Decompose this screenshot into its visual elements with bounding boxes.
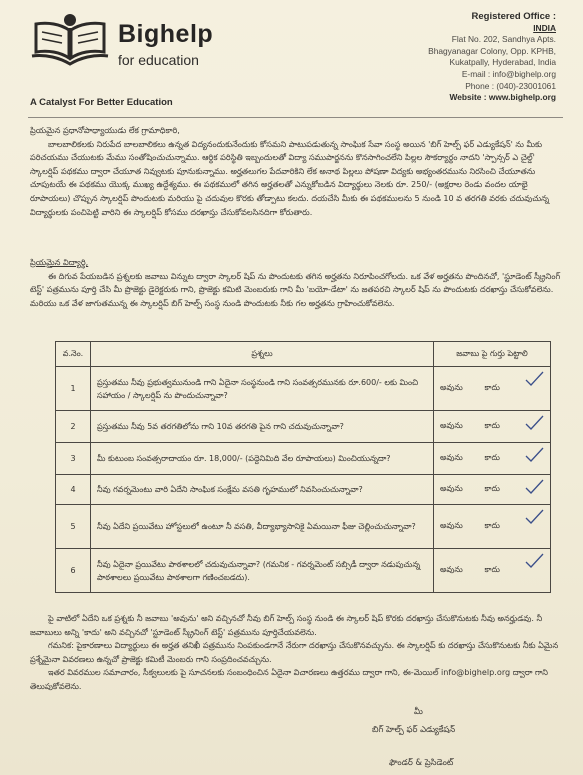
tick-mark-icon (524, 553, 544, 569)
row-question: నీవు ఏదేని ప్రయివేటు హోస్టలులో ఉంటూ నీ వసతి, వీద్యాభ్యాసానికై ఏమయినా ఫీజు చెల్లించుచున్నావా? (91, 505, 434, 549)
registered-office-block (366, 11, 556, 104)
answer-no-option[interactable]: కాదు (484, 565, 500, 574)
answer-no-option[interactable]: కాదు (484, 383, 500, 392)
greeting-student: ప్రియమైన విద్యార్థి, (30, 257, 89, 267)
answer-yes-option[interactable]: అవును (440, 453, 463, 462)
office-country: INDIA (533, 22, 556, 33)
brand-subtitle: for education (118, 52, 199, 68)
answer-cell (434, 549, 551, 593)
col-header-number: వ.నెం. (56, 342, 91, 367)
answer-cell (434, 443, 551, 475)
row-number: 1 (56, 367, 91, 411)
open-book-person-logo-icon (30, 12, 110, 70)
office-address-line: Bhagyanagar Colony, Opp. KPHB, (428, 45, 556, 56)
answer-cell (434, 505, 551, 549)
office-phone: Phone : (040)-23001061 (465, 80, 556, 91)
signature-organisation: బిగ్ హెల్ప్ ఫర్ ఎడ్యుకేషన్ (372, 724, 456, 734)
tick-mark-icon (524, 447, 544, 463)
closing-word: మీ (414, 706, 423, 716)
row-number: 2 (56, 411, 91, 443)
row-question: నీవు ఏదైనా ప్రయివేటు పాఠశాలలో చదువుచున్నావా? (గమనిక - గవర్నమెంట్ సబ్సిడీ ద్వారా నడుపుచున్న పాఠశాలలు ప్రయివేటు పాఠశాలగా గణించబడదు). (91, 549, 434, 593)
answer-cell (434, 475, 551, 505)
table-row (56, 549, 551, 593)
row-number: 3 (56, 443, 91, 475)
table-header-row (56, 342, 551, 367)
note-paragraph: గమనిక: పైకారణాలు విద్యార్థులు ఈ అర్హత తనిఖీ పత్రమును నింపకుండగానే నేరుగా దరఖాస్తు చేసుకొనవచ్చును. ఈ స్కాలర్షిప్ కు దరఖాస్తు చేసుకొనుటకు నీకు ఏమైన ప్రశ్నేమైనా వివరణలు ఉన్నచో ప్రాజెక్టు కమిటీ మెంబరు గాని సంప్రదించవచ్చును. (30, 640, 559, 664)
tick-mark-icon (524, 371, 544, 387)
office-email: E-mail : info@bighelp.org (461, 68, 556, 79)
eligibility-questions-table (55, 341, 551, 593)
tick-mark-icon (524, 509, 544, 525)
tick-mark-icon (524, 415, 544, 431)
table-row (56, 367, 551, 411)
answer-no-option[interactable]: కాదు (484, 421, 500, 430)
answer-yes-option[interactable]: అవును (440, 421, 463, 430)
table-row (56, 411, 551, 443)
table-row (56, 505, 551, 549)
header-divider (28, 117, 563, 118)
row-question: మీ కుటుంబ సంవత్సరాదాయం రూ. 18,000/- (పద్దెనిమిది వేల రూపాయలు) మించియున్నదా? (91, 443, 434, 475)
letter-intro (30, 124, 561, 219)
note-paragraph: పై వాటిలో ఏదేని ఒక ప్రశ్నకు నీ జవాబు 'అవును' అని వచ్చినచో నీవు బిగ్ హెల్ప్ సంస్థ నుండి ఈ స్కాలర్ షిప్ కొరకు దరఖాస్తు చేసుకొనుటకు నీవు అనర్హుడవు. నీ జవాబులు అన్ని 'కాదు' అని వచ్చినచో 'స్టూడెంట్ స్క్రీనింగ్ టెస్ట్' పత్రమును పూర్తిచేయవలెను. (30, 613, 543, 637)
row-number: 5 (56, 505, 91, 549)
tagline: A Catalyst For Better Education (30, 97, 173, 108)
answer-no-option[interactable]: కాదు (484, 521, 500, 530)
answer-no-option[interactable]: కాదు (484, 484, 500, 493)
student-paragraph: ఈ దిగువ పేయబడిన ప్రశ్నలకు జవాబు విన్నుట ద్వారా స్కాలర్ షిప్ ను పొందుటకు తగిన అర్హతను నిరూపించగోలదు. ఒక వేళ అర్హతను పొందినచో, 'స్టూడెంట్ స్క్రీనింగ్ టెస్ట్' పత్రమును పూర్తి చేసి మీ ప్రొజెక్టు డైరెక్టరుకు గాని, ప్రొజెక్టు కమిటి మెంబరుకు గాని మీ 'బయో-డేటా' ను జతపరచి స్కాలర్ షిప్ ను పొందుటకు దరఖాస్తు చేసుకోవలెను. మరియు ఒక వేళ జాగుతమున్న ఈ స్కాలర్షిప్ బిగ్ హెల్ప్ సంస్థ నుండి పొందుటకు నీకు గల అర్హతను గ్రాహించుకోవలెను. (30, 270, 561, 308)
office-address-line: Kukatpally, Hyderabad, India (449, 57, 556, 68)
col-header-answer: జవాబు పై గుర్తు పెట్టాలి (434, 342, 551, 367)
answer-yes-option[interactable]: అవును (440, 383, 463, 392)
answer-cell (434, 367, 551, 411)
note-paragraph: ఇతర వివరముల సమాచారం, సీక్వలులకు పై సూచనలకు సంబంధించిన ఏదైనా విచారణలు ఉత్తరము ద్వారా గాని, ఈ-మెయిల్ info@bighelp.org ద్వారా గాని తెలుపుకోవలెను. (30, 667, 548, 691)
col-header-questions: ప్రశ్నలు (91, 342, 434, 367)
answer-yes-option[interactable]: అవును (440, 565, 463, 574)
greeting-headmaster: ప్రియమైన ప్రధానోపాధ్యాయుడు లేక గ్రామాధికారి, (30, 125, 180, 135)
brand-name: Bighelp (118, 20, 214, 48)
row-question: ప్రస్తుతము నీవు ప్రభుత్వమునుండి గాని ఏదైనా సంస్థనుండి గాని సంవత్సరమునకు రూ.600/- లకు మించి సహాయం / స్కాలర్షిప్ ను పొందుచున్నావా? (91, 367, 434, 411)
office-heading: Registered Office : (471, 11, 556, 22)
row-question: నీవు గవర్నమెంటు వారి ఏదేని సాంఘిక సంక్షేమ వసతి గృహములో నివసించుచున్నావా? (91, 475, 434, 505)
table-row (56, 475, 551, 505)
tick-mark-icon (524, 479, 544, 495)
student-section (30, 256, 561, 310)
signature-title: ఫౌండర్ & ప్రెసిడెంట్ (389, 757, 454, 767)
office-address-line: Flat No. 202, Sandhya Apts. (451, 34, 556, 45)
row-number: 4 (56, 475, 91, 505)
intro-paragraph: బాలబాలికలకు నిరుపేద బాలబాలికలు ఉన్నత విద్యనందుకునేందుకు కోసమని పాటుపడుతున్న సాంఘిక సేవా సంస్థ అయిన 'బిగ్ హెల్ప్ ఫర్ ఎడ్యుకేషన్' ను మీకు పరిచయము చేయుటకు మేము సంతోషించుచున్నాము. ఆర్థిక పరిస్థితి ఇబ్బందులతో విద్యా సముపార్జనను కొనసాగించలేని పిల్లల సౌకర్యార్థం నాదని 'స్పాన్సర్ ఎ చైల్డ్' స్కాలర్షిప్ పథకము ద్వారా చేయూత నివ్వుటకు పూనుకున్నాము. అర్హతలుగల పేదవారికిని లేక అనాథ పిల్లలు పోషణా విద్యకు అభ్యంతరమును నిరసించి చేయూతను చూపుటయే ఈ పథకము యొక్క ముఖ్య ఉద్దేశ్యము. ఈ పథకములో తగిన అర్హతలతో ఎన్నుకోబడిన విద్యార్థులు నెలకు రూ. 250/- (అక్షరాల రెండు వందల యాభై రూపాయలు) చొప్పున స్కాలర్షిప్ పొందుటకు మరియు పై చదువుల కొరకు తోడ్పాటు కలదు. దయచేసి మీకు ఈ పథకములను 5 నుండి 10 వ తరగతి వరకు చదువుచున్న విద్యార్థులకు పంచిపెట్టి వారిని ఈ స్కాలర్షిప్ కోసము దరఖాస్తు చేసుకోవలసినదిగా కోరుతారు. (30, 138, 550, 217)
closing-notes (30, 612, 561, 694)
row-number: 6 (56, 549, 91, 593)
row-question: ప్రస్తుతము నీవు 5వ తరగతిలోను గాని 10వ తరగతి పైన గాని చదువుచున్నావా? (91, 411, 434, 443)
answer-cell (434, 411, 551, 443)
answer-yes-option[interactable]: అవును (440, 521, 463, 530)
answer-no-option[interactable]: కాదు (484, 453, 500, 462)
office-website: Website : www.bighelp.org (449, 92, 556, 103)
answer-yes-option[interactable]: అవును (440, 484, 463, 493)
table-row (56, 443, 551, 475)
